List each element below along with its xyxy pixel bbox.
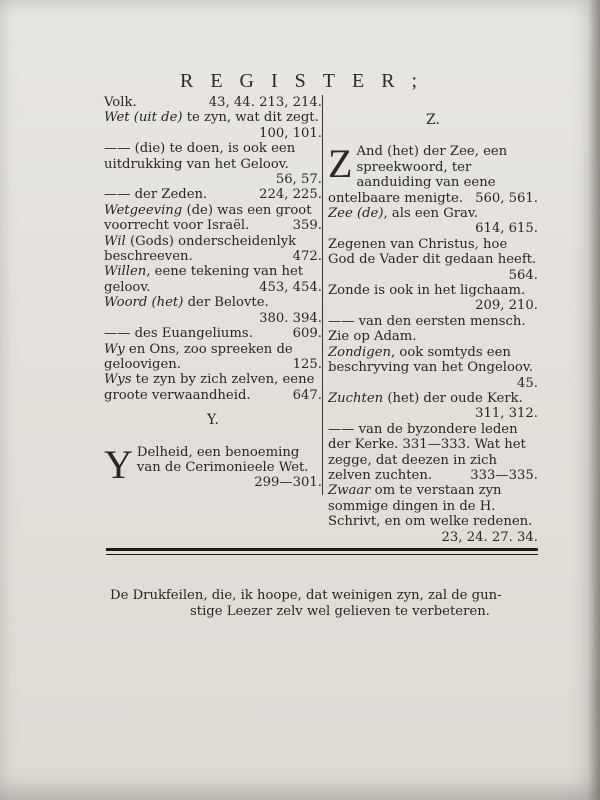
- entry-text: des Euangeliums.: [130, 326, 253, 342]
- index-entry: [328, 206, 538, 237]
- z-entry-text: And (het) der Zee, een spreekwoord, ter aanduiding van eene ontelbaare menigte.: [328, 144, 508, 206]
- entry-pages: 56, 57.: [275, 172, 322, 188]
- index-entry: [104, 141, 322, 187]
- index-entry: [104, 326, 322, 341]
- entry-pages: 311, 312.: [475, 406, 538, 422]
- entry-text: te zyn, wat dit zegt.: [182, 110, 319, 126]
- left-column: [104, 95, 322, 491]
- entry-pages: 45.: [517, 375, 538, 391]
- entry-pages: 224, 225.: [259, 187, 322, 203]
- entry-pages: 100, 101.: [259, 125, 322, 141]
- index-entry: [104, 187, 322, 202]
- entry-headword: Zuchten: [328, 390, 384, 406]
- entry-headword: Zee (de): [328, 206, 384, 222]
- entry-headword: ——: [328, 421, 355, 437]
- dropcap-z: Z: [328, 141, 353, 187]
- entry-pages: 472.: [292, 249, 322, 265]
- entry-text: , als een Grav.: [383, 206, 478, 222]
- left-entries: [104, 95, 322, 403]
- entry-headword: Wys: [104, 372, 132, 388]
- index-entry: [104, 372, 322, 403]
- entry-text: van de byzondere leden der Kerke. 331—333. Wat het zegge, dat deezen in zich zelven zuchten.: [328, 421, 526, 483]
- y-entry-pages: 299—301.: [254, 475, 322, 491]
- entry-headword: Willen: [104, 264, 147, 280]
- page-edge-shadow: [588, 0, 600, 800]
- entry-pages: 333—335.: [470, 467, 538, 483]
- double-rule-thin: [106, 554, 538, 555]
- double-rule-thick: [106, 548, 538, 551]
- z-entry-pages: 560, 561.: [475, 190, 538, 206]
- entry-text: (het) der oude Kerk.: [383, 390, 523, 406]
- entry-text: Zegenen van Christus, hoe God de Vader dit gedaan heeft.: [328, 236, 537, 268]
- entry-text: (Gods) onderscheidenlyk beschreeven.: [104, 233, 297, 265]
- y-entry-text: Delheid, een benoeming van de Cerimonieele Wet.: [136, 444, 309, 475]
- y-entry: [104, 441, 322, 491]
- index-entry: [328, 483, 538, 545]
- page-title: REGISTER;: [180, 70, 435, 92]
- entry-pages: 23, 24. 27. 34.: [441, 529, 538, 545]
- entry-headword: Wet (uit de): [104, 110, 183, 126]
- index-entry: [328, 283, 538, 314]
- entry-headword: Zondigen: [328, 344, 391, 360]
- index-entry: [328, 391, 538, 422]
- right-column: [328, 95, 538, 545]
- entry-headword: Zwaar: [328, 483, 371, 499]
- errata-note: [110, 588, 540, 620]
- index-entry: [328, 314, 538, 345]
- index-entry: [328, 345, 538, 391]
- entry-text: Zonde is ook in het ligchaam.: [328, 283, 526, 299]
- column-divider: [322, 95, 323, 495]
- entry-text: te zyn by zich zelven, eene groote verwaandheid.: [104, 372, 315, 403]
- entry-headword: Woord (het): [104, 295, 184, 311]
- index-entry: [104, 234, 322, 265]
- entry-pages: 564.: [508, 267, 538, 283]
- index-entry: [328, 422, 538, 484]
- entry-headword: ——: [104, 187, 131, 203]
- index-entry: [104, 264, 322, 295]
- entry-pages: 125.: [292, 356, 322, 372]
- entry-text: om te verstaan zyn sommige dingen in de H. Schrivt, en om welke redenen.: [328, 483, 533, 530]
- entry-pages: 609.: [292, 326, 322, 342]
- index-entry: [328, 237, 538, 283]
- index-entry: [104, 95, 322, 110]
- entry-headword: Wil: [104, 233, 126, 249]
- entry-pages: 647.: [292, 387, 322, 403]
- right-entries: [328, 206, 538, 545]
- section-letter-y: Y.: [207, 412, 219, 429]
- entry-pages: 380. 394.: [259, 310, 322, 326]
- entry-pages: 43, 44. 213, 214.: [208, 95, 322, 110]
- entry-headword: ——: [104, 326, 131, 342]
- errata-line-2: stige Leezer zelv wel gelieven te verbeteren.: [190, 604, 490, 619]
- entry-text: van den eersten mensch. Zie op Adam.: [328, 313, 526, 345]
- index-entry: [104, 295, 322, 326]
- index-entry: [104, 342, 322, 373]
- entry-text: , ook somtyds een beschryving van het Ongeloov.: [328, 344, 533, 376]
- entry-text: (die) te doen, is ook een uitdrukking van het Geloov.: [104, 141, 296, 172]
- entry-headword: Wy: [104, 341, 125, 357]
- entry-text: Volk.: [104, 95, 137, 110]
- dropcap-y: Y: [104, 441, 133, 487]
- entry-headword: Wetgeeving: [104, 202, 183, 218]
- entry-headword: ——: [328, 313, 355, 329]
- entry-pages: 453, 454.: [259, 279, 322, 295]
- entry-pages: 359.: [292, 218, 322, 234]
- index-entry: [104, 203, 322, 234]
- entry-text: der Zeden.: [130, 187, 208, 203]
- entry-pages: 209, 210.: [475, 298, 538, 314]
- z-entry: [328, 141, 538, 206]
- entry-text: , eene tekening van het geloov.: [104, 264, 304, 295]
- index-entry: [104, 110, 322, 141]
- entry-text: en Ons, zoo spreeken de geloovigen.: [104, 341, 293, 372]
- section-letter-z: Z.: [426, 112, 440, 128]
- entry-text: (de) was een groot voorrecht voor Israël.: [104, 202, 312, 234]
- entry-text: der Belovte.: [183, 295, 269, 311]
- entry-pages: 614, 615.: [475, 221, 538, 237]
- entry-headword: ——: [104, 141, 131, 157]
- errata-line-1: De Drukfeilen, die, ik hoope, dat weinigen zyn, zal de gun-: [110, 588, 502, 603]
